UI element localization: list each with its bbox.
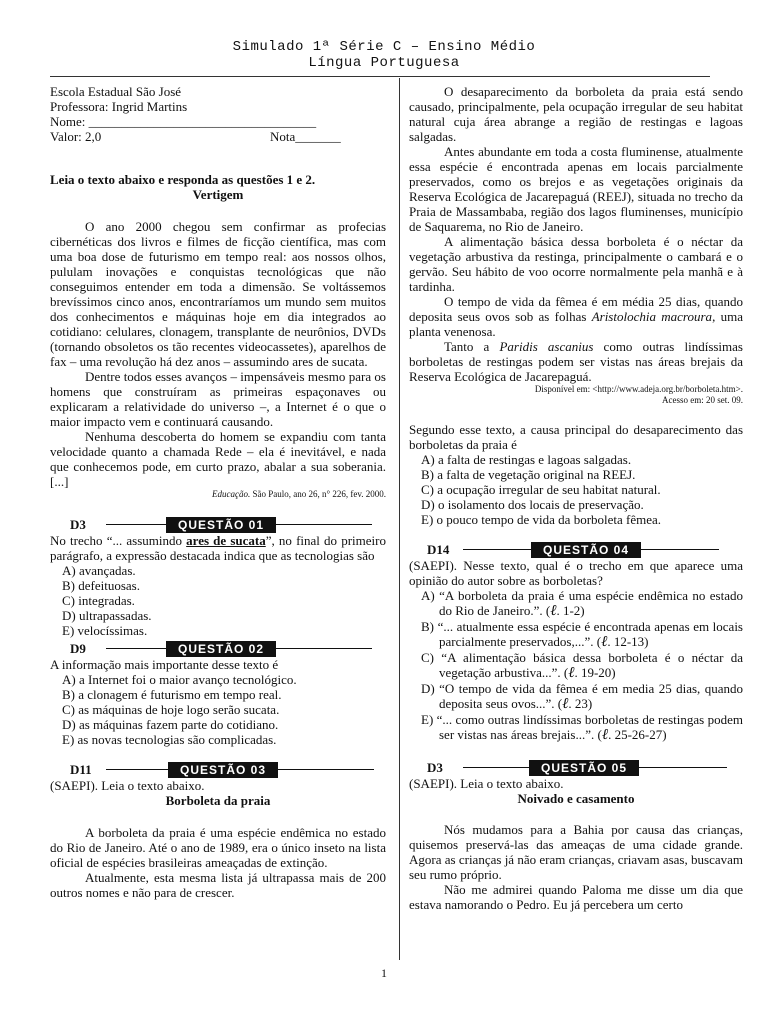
line-ref-icon: ℓ (550, 603, 557, 619)
answer-option[interactable]: A) avançadas. (62, 563, 136, 578)
options-list (409, 588, 743, 743)
answer-option[interactable]: A) a falta de restingas e lagoas salgadas. (421, 452, 632, 467)
access-date: Acesso em: 20 set. 09. (662, 395, 743, 405)
student-name-field[interactable]: Nome: ___________________________________ (50, 114, 317, 129)
question-stem: (SAEPI). Nesse texto, qual é o trecho em que aparece uma opinião do autor sobre as borboletas? (409, 558, 743, 588)
question-header (409, 759, 743, 776)
value-label: Valor: 2,0 (50, 129, 102, 144)
paragraph: O ano 2000 chegou sem confirmar as profecias cibernéticas dos livros e filmes de ficção científica, mas com uma boa dose de futurismo em tempo real: aos nossos olhos, pululam inovações e conquistas tecnológicas que não conseguimos entender em toda a dimensão. Se voltássemos brevíssimos cinco anos, encontraríamos um mundo sem muitos dos conhecimentos e máquinas hoje em dia integrados ao cotidiano: celulares, clonagem, transplante de neurônios, DVDs (tornando obsoletos os tão recentes videocassetes), aparelhos de fax – uma revolução há dez anos – assumindo ares de sucata. (50, 219, 386, 369)
answer-option[interactable]: B) a clonagem é futurismo em tempo real. (62, 687, 282, 702)
question-header (50, 640, 386, 657)
right-column (409, 84, 743, 912)
grade-field[interactable]: Nota_______ (270, 129, 341, 144)
paragraph: Nós mudamos para a Bahia por causa das crianças, quisemos preservá-las das ameaças de uma cidade grande. Agora as crianças já não eram crianças, criavam asas, buscavam seu rumo próprio. (409, 822, 743, 882)
answer-option[interactable]: A) “A borboleta da praia é uma espécie endêmica no estado do Rio de Janeiro.”. (ℓ. 1-2) (421, 588, 743, 619)
paragraph: Antes abundante em toda a costa fluminense, atualmente essa espécie é encontrada apenas em locais parcialmente preservados, como os brejos e as vegetações originais da Reserva Ecológica de Jacarepaguá (REEJ), situada no trecho da Praia de Massambaba, região dos lagos fluminenses, município de Saquarema, no Rio de Janeiro. (409, 144, 743, 234)
question-stem: A informação mais importante desse texto é (50, 657, 279, 672)
question-header (409, 541, 743, 558)
descriptor-code: D11 (70, 762, 92, 777)
answer-option[interactable]: A) a Internet foi o maior avanço tecnológico. (62, 672, 297, 687)
line-ref-icon: ℓ (562, 696, 569, 712)
descriptor-code: D3 (70, 517, 86, 532)
source-citation: Disponível em: <http://www.adeja.org.br/borboleta.htm>. (534, 384, 743, 394)
line-ref-icon: ℓ (601, 727, 609, 743)
answer-option[interactable]: B) “... atualmente essa espécie é encontrada apenas em locais parcialmente preservados,...”. (ℓ. 12-13) (421, 619, 743, 650)
question-header (50, 761, 386, 778)
question-header (50, 516, 386, 533)
paragraph: Dentre todos esses avanços – impensáveis mesmo para os homens que construíram as primeiras espaçonaves ou explicaram a relatividade do universo –, a Internet é o que o maior impacto vem e continuará causando. (50, 369, 386, 429)
answer-option[interactable]: E) o pouco tempo de vida da borboleta fêmea. (421, 512, 662, 527)
answer-option[interactable]: D) ultrapassadas. (62, 608, 152, 623)
question-label: QUESTÃO 01 (166, 517, 276, 533)
answer-option[interactable]: C) as máquinas de hoje logo serão sucata. (62, 702, 280, 717)
question-stem: (SAEPI). Leia o texto abaixo. (50, 778, 205, 793)
descriptor-code: D14 (427, 542, 450, 557)
question-stem: Segundo esse texto, a causa principal do desaparecimento das borboletas da praia é (409, 422, 743, 452)
paragraph: A borboleta da praia é uma espécie endêmica no estado do Rio de Janeiro. Até o ano de 1989, era o único inseto na lista oficial de espécies brasileiras ameaçadas de extinção. (50, 825, 386, 870)
options-list (409, 452, 743, 527)
text-title-borboleta: Borboleta da praia (165, 793, 271, 808)
paragraph: O desaparecimento da borboleta da praia está sendo causado, principalmente, pela ocupação irregular de seu habitat natural cuja área abrange a região de restingas e lagoas salgadas. (409, 84, 743, 144)
text-title-vertigem: Vertigem (192, 187, 244, 202)
descriptor-code: D9 (70, 641, 86, 656)
answer-option[interactable]: D) “O tempo de vida da fêmea é em media 25 dias, quando deposita seus ovos...”. (ℓ. 23) (421, 681, 743, 712)
subject-title: Língua Portuguesa (308, 55, 460, 71)
exam-title: Simulado 1ª Série C – Ensino Médio (232, 39, 536, 55)
paragraph: O tempo de vida da fêmea é em média 25 dias, quando deposita seus ovos sob as folhas Aristolochia macroura, uma planta venenosa. (409, 294, 743, 339)
options-list (50, 563, 386, 638)
answer-option[interactable]: D) as máquinas fazem parte do cotidiano. (62, 717, 279, 732)
descriptor-code: D3 (427, 760, 443, 775)
header-rule (50, 76, 710, 77)
answer-option[interactable]: C) “A alimentação básica dessa borboleta é o néctar da vegetação arbustiva...”. (ℓ. 19-20) (421, 650, 743, 681)
answer-option[interactable]: C) integradas. (62, 593, 135, 608)
paragraph: Tanto a Paridis ascanius como outras lindíssimas borboletas de restingas podem ser vistas nas áreas brejais da Reserva Ecológica de Jacarepaguá. (409, 339, 743, 384)
line-ref-icon: ℓ (568, 665, 575, 681)
score-row (50, 129, 386, 144)
page-number: 1 (381, 966, 387, 980)
text-title-noivado: Noivado e casamento (517, 791, 635, 806)
question-label: QUESTÃO 05 (529, 760, 639, 776)
answer-option[interactable]: E) “... como outras lindíssimas borboletas de restingas podem ser vistas nas áreas brejais...”. (ℓ. 25-26-27) (421, 712, 743, 743)
question-label: QUESTÃO 02 (166, 641, 276, 657)
answer-option[interactable]: E) as novas tecnologias são complicadas. (62, 732, 277, 747)
answer-option[interactable]: B) defeituosas. (62, 578, 140, 593)
column-divider (399, 78, 400, 960)
options-list (50, 672, 386, 747)
question-label: QUESTÃO 03 (168, 762, 278, 778)
line-ref-icon: ℓ (601, 634, 608, 650)
school-name: Escola Estadual São José (50, 84, 182, 99)
paragraph: Não me admirei quando Paloma me disse um dia que estava namorando o Pedro. Eu já percebera um certo (409, 882, 743, 912)
paragraph: A alimentação básica dessa borboleta é o néctar da vegetação arbustiva da restinga, principalmente o cambará e o gervão. Seu hábito de voo ocorre normalmente pela manhã e à tardinha. (409, 234, 743, 294)
left-column (50, 84, 386, 900)
answer-option[interactable]: C) a ocupação irregular de seu habitat natural. (421, 482, 661, 497)
teacher-name: Professora: Ingrid Martins (50, 99, 188, 114)
answer-option[interactable]: B) a falta de vegetação original na REEJ. (421, 467, 636, 482)
paragraph: Nenhuma descoberta do homem se expandiu com tanta velocidade quanto a chamada Rede – ela é inevitável, e nada que conhecemos pode, em curto prazo, abalar a sua soberania. [...] (50, 429, 386, 489)
instruction: Leia o texto abaixo e responda as questões 1 e 2. (50, 172, 316, 187)
source-citation: Educação. São Paulo, ano 26, n° 226, fev. 2000. (211, 489, 386, 499)
question-stem: No trecho “... assumindo ares de sucata”, no final do primeiro parágrafo, a expressão destacada indica que as tecnologias são (50, 533, 386, 563)
question-label: QUESTÃO 04 (531, 542, 641, 558)
paragraph: Atualmente, esta mesma lista já ultrapassa mais de 200 outros nomes e não para de crescer. (50, 870, 386, 900)
question-stem: (SAEPI). Leia o texto abaixo. (409, 776, 564, 791)
answer-option[interactable]: E) velocíssimas. (62, 623, 148, 638)
answer-option[interactable]: D) o isolamento dos locais de preservação. (421, 497, 644, 512)
